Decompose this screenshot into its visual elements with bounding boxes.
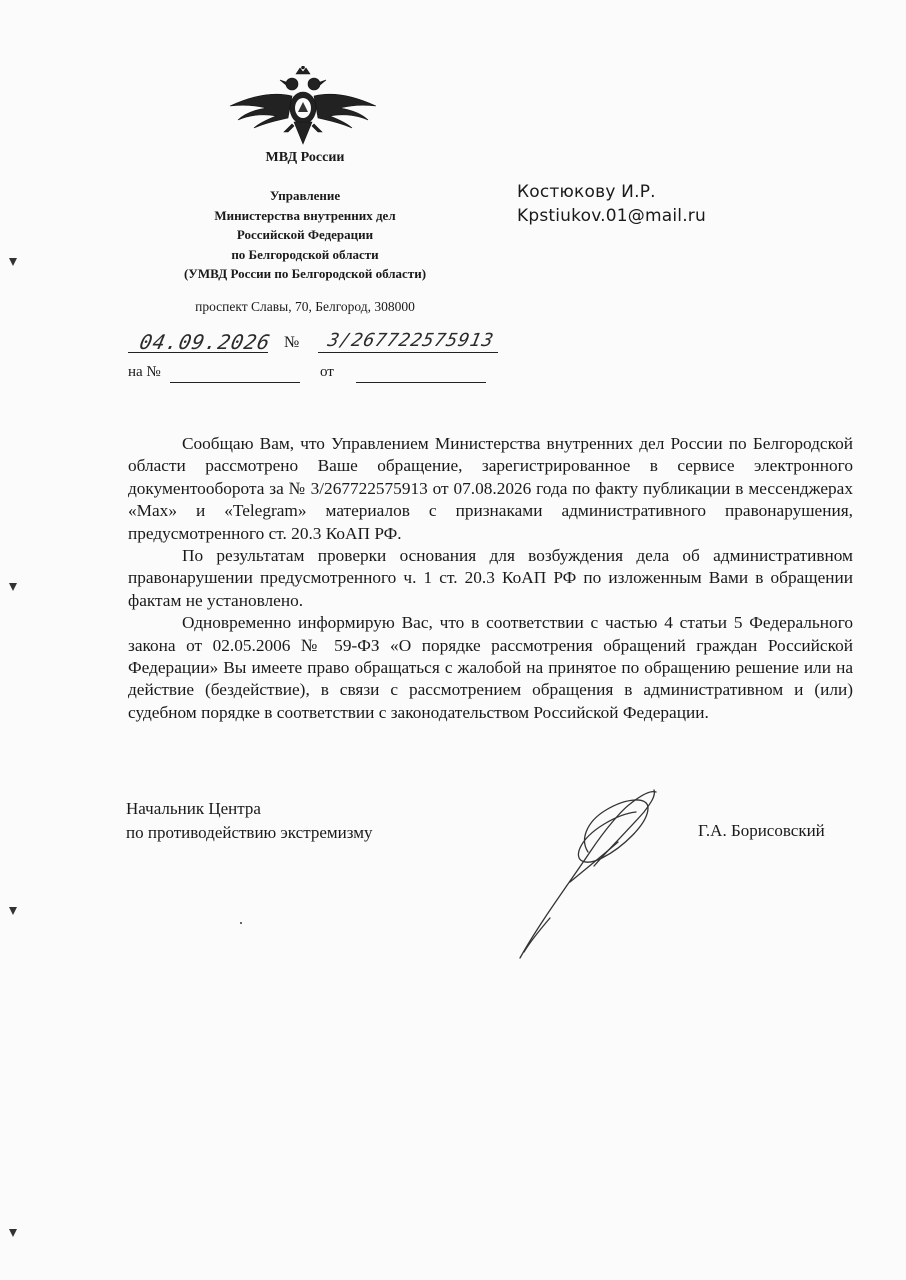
reference-line xyxy=(128,364,528,388)
scan-marker-icon xyxy=(8,906,18,916)
department-line: Министерства внутренних дел xyxy=(214,207,396,223)
body-paragraph: Одновременно информирую Вас, что в соответствии с частью 4 статьи 5 Федерального закона от 02.05.2006 № 59-ФЗ «О порядке рассмотрения обращений граждан Российской Федерации» Вы имеете право обращаться с жалобой на принятое по обращению решение или на действие (бездействие), в связи с рассмотрением обращения в административном и (или) судебном порядке в соответствии с законодательством Российской Федерации. xyxy=(128,613,853,722)
recipient-email: Kpstiukov.01@mail.ru xyxy=(517,206,706,226)
number-underline xyxy=(318,352,498,353)
scan-marker-icon xyxy=(8,257,18,267)
registration-number: 3/267722575913 xyxy=(325,330,496,351)
registration-line xyxy=(128,330,508,358)
ref-date-label: от xyxy=(320,364,334,380)
agency-department-block xyxy=(150,186,460,284)
scan-marker-icon xyxy=(8,582,18,592)
body-paragraph: По результатам проверки основания для возбуждения дела об административном правонарушении предусмотренного ч. 1 ст. 20.3 КоАП РФ по изложенным Вами в обращении фактам не установлено. xyxy=(128,546,853,610)
signatory-title-line: по противодействию экстремизму xyxy=(126,823,373,842)
recipient-name: Костюкову И.Р. xyxy=(517,182,656,202)
letter-body xyxy=(128,433,853,724)
department-line: по Белгородской области xyxy=(231,246,379,262)
registration-date: 04.09.2026 xyxy=(137,330,273,354)
double-headed-eagle-emblem xyxy=(226,66,380,152)
ref-number-underline xyxy=(170,382,300,383)
signatory-title-line: Начальник Центра xyxy=(126,799,261,818)
scan-speck xyxy=(240,922,242,924)
signatory-name: Г.А. Борисовский xyxy=(698,821,825,840)
ref-date-underline xyxy=(356,382,486,383)
handwritten-signature xyxy=(510,782,670,964)
department-line: Российской Федерации xyxy=(236,227,374,242)
ref-number-label: на № xyxy=(128,364,161,380)
department-line: Управление xyxy=(269,188,341,203)
signatory-title xyxy=(126,797,372,845)
agency-address: проспект Славы, 70, Белгород, 308000 xyxy=(195,299,415,314)
body-paragraph: Сообщаю Вам, что Управлением Министерства внутренних дел России по Белгородской области рассмотрено Ваше обращение, зарегистрированное в сервисе электронного документооборота за № 3/267722575913 от 07.08.2026 года по факту публикации в мессенджерах «Max» и «Telegram» материалов с признаками административного правонарушения, предусмотренного ст. 20.3 КоАП РФ. xyxy=(128,434,853,543)
recipient-block xyxy=(517,180,706,228)
department-line: (УМВД России по Белгородской области) xyxy=(183,266,427,281)
agency-short-name: МВД России xyxy=(265,150,345,165)
scan-marker-icon xyxy=(8,1228,18,1238)
number-sign: № xyxy=(284,334,300,351)
